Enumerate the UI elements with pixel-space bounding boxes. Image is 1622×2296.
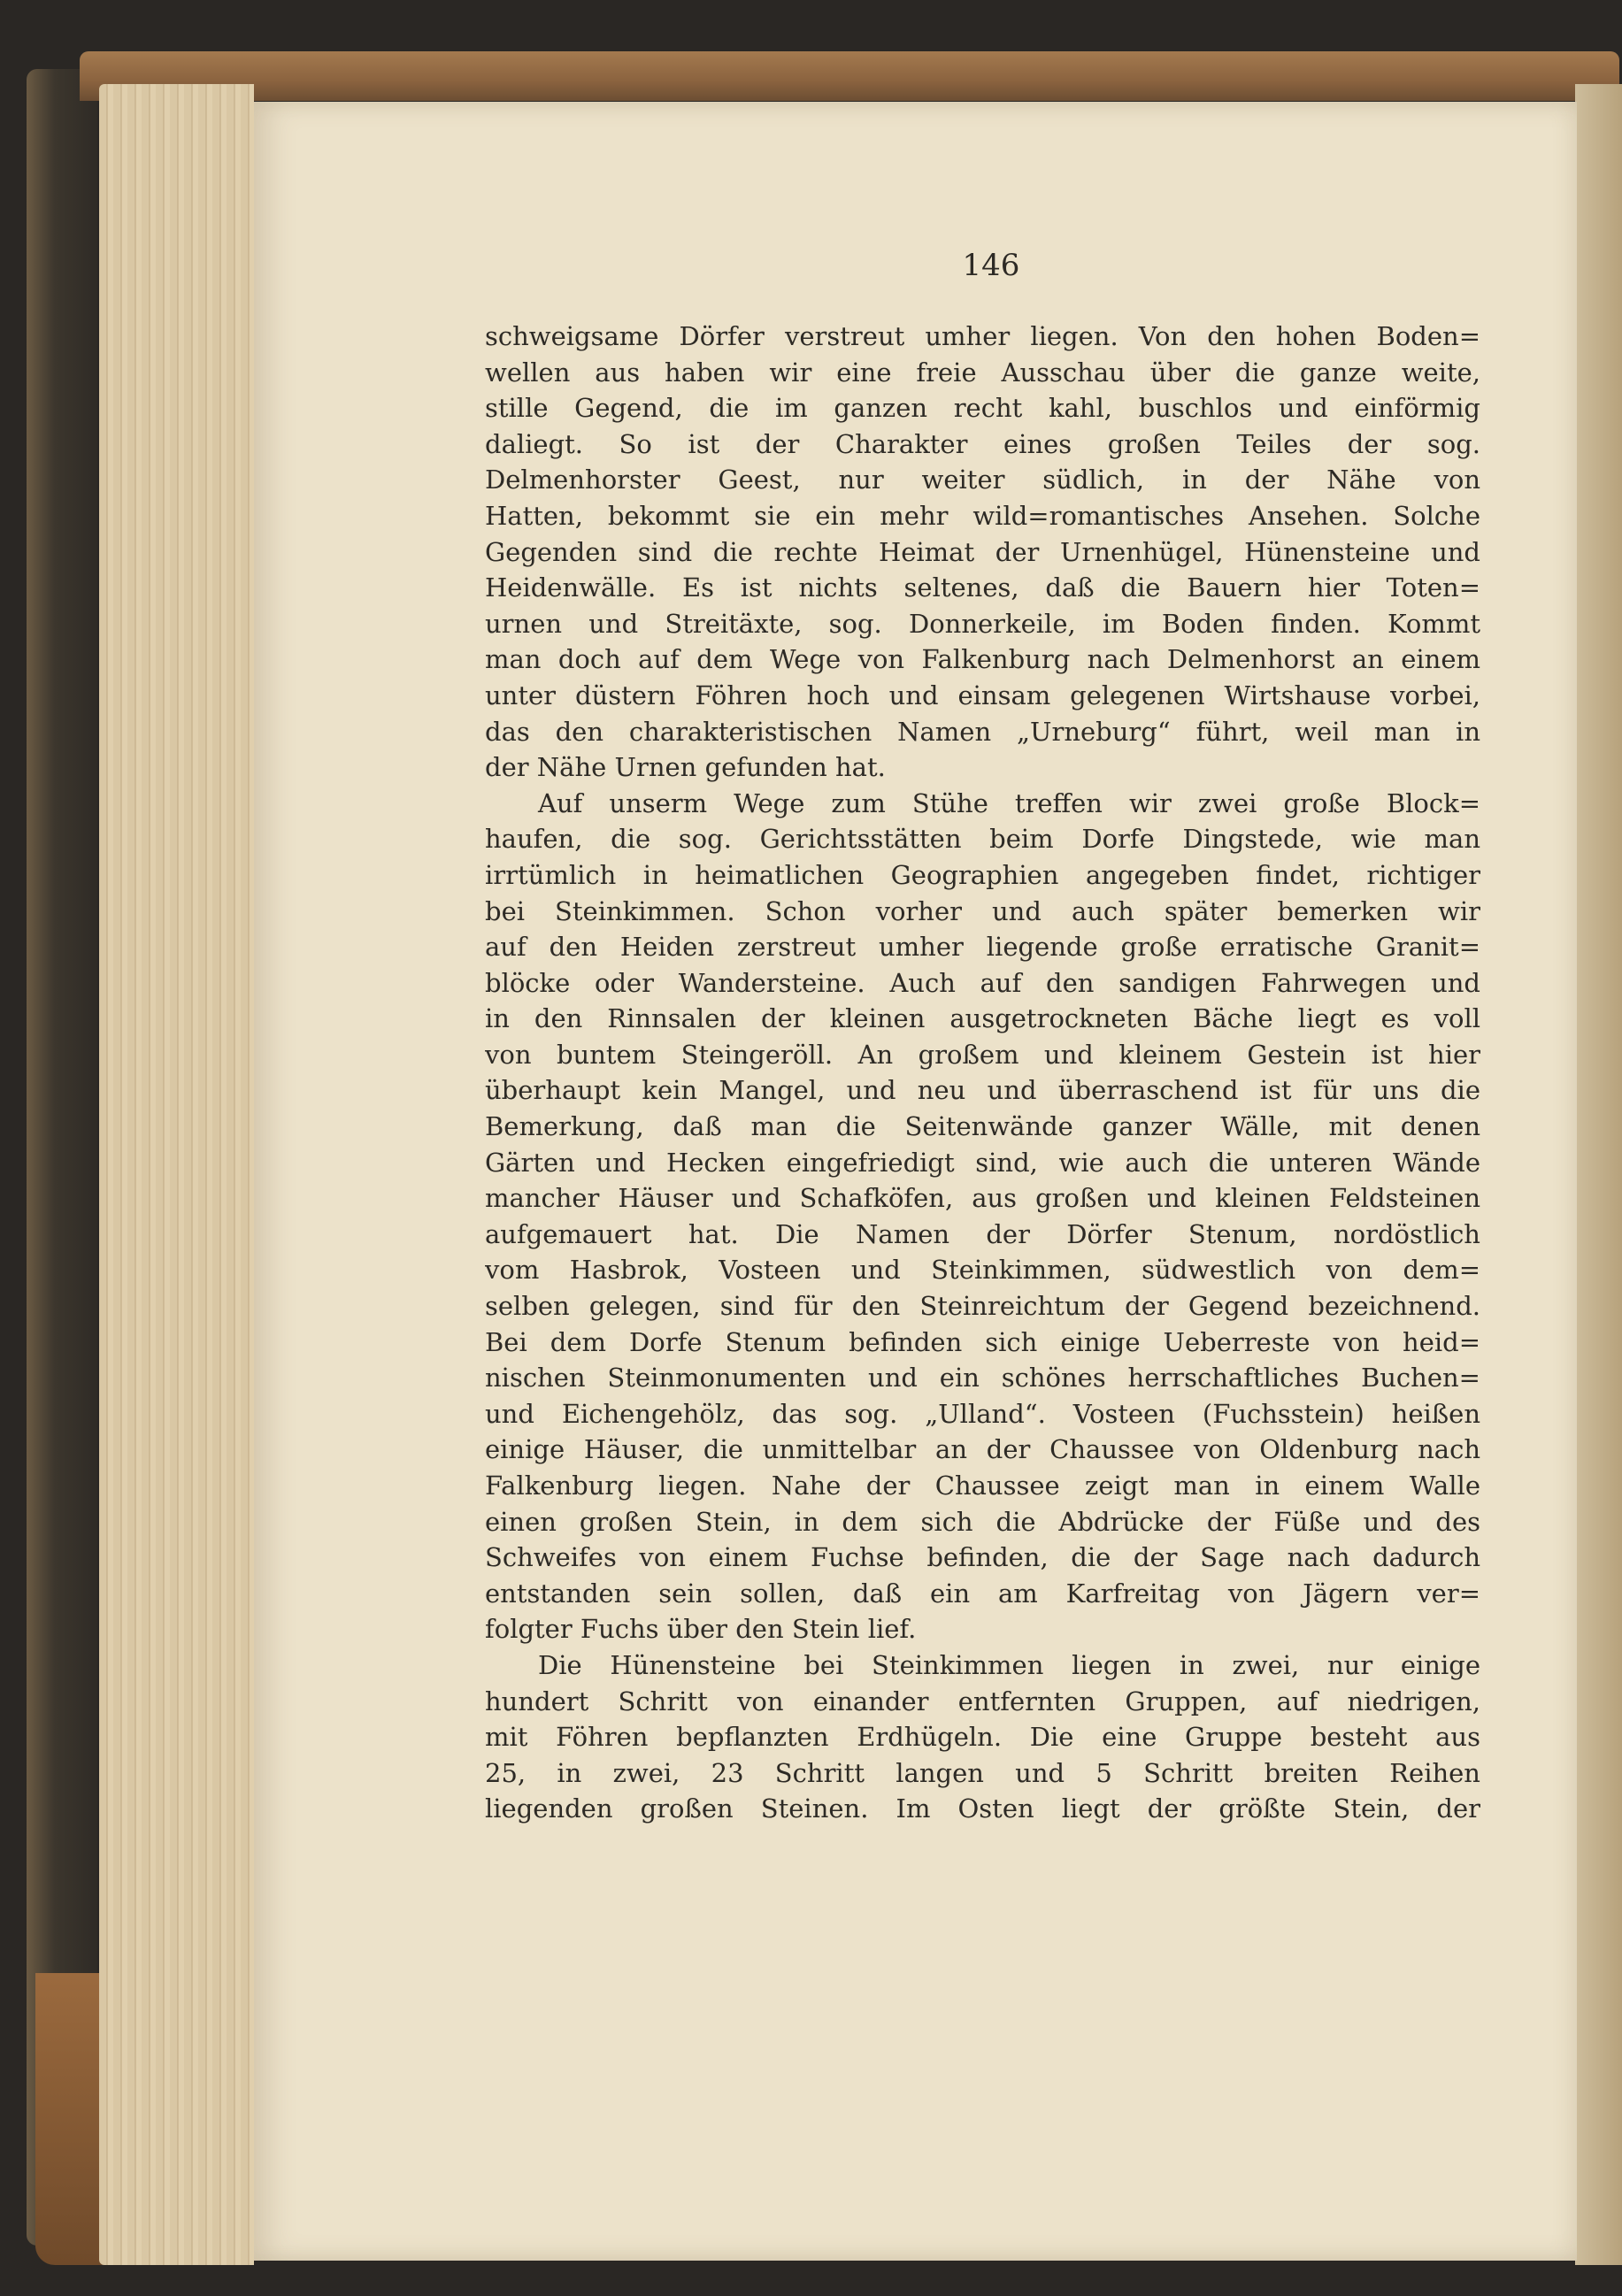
text-line: einen großen Stein, in dem sich die Abdrücke der Füße und des — [485, 1506, 1480, 1537]
text-line: haufen, die sog. Gerichtsstätten beim Dorfe Dingstede, wie man — [485, 824, 1480, 855]
text-line: Hatten, bekommt sie ein mehr wild=romantisches Ansehen. Solche — [485, 500, 1480, 531]
book-cover-top-edge — [80, 51, 1619, 101]
text-line: blöcke oder Wandersteine. Auch auf den sandigen Fahrwegen und — [485, 967, 1480, 998]
text-line: mancher Häuser und Schafköfen, aus großen und kleinen Feldsteinen — [485, 1183, 1480, 1214]
page-edges — [99, 84, 254, 2265]
text-line: Delmenhorster Geest, nur weiter südlich, in der Nähe von — [485, 465, 1480, 495]
text-line: der Nähe Urnen gefunden hat. — [485, 752, 886, 783]
text-line: Bei dem Dorfe Stenum befinden sich einige Ueberreste von heid= — [485, 1326, 1480, 1357]
text-line: entstanden sein sollen, daß ein am Karfreitag von Jägern ver= — [485, 1578, 1480, 1609]
text-line: Schweifes von einem Fuchse befinden, die der Sage nach dadurch — [485, 1542, 1480, 1573]
text-line: liegenden großen Steinen. Im Osten liegt der größte Stein, der — [485, 1793, 1480, 1824]
text-line: Gegenden sind die rechte Heimat der Urnenhügel, Hünensteine und — [485, 536, 1480, 567]
book-spine — [27, 69, 97, 2246]
text-line: schweigsame Dörfer verstreut umher liegen. Von den hohen Boden= — [485, 321, 1480, 351]
page-number: 146 — [962, 248, 1020, 283]
text-line: aufgemauert hat. Die Namen der Dörfer Stenum, nordöstlich — [485, 1218, 1480, 1249]
facing-page-edge — [1575, 84, 1622, 2265]
text-line: überhaupt kein Mangel, und neu und überraschend ist für uns die — [485, 1075, 1480, 1106]
text-line: hundert Schritt von einander entfernten Gruppen, auf niedrigen, — [485, 1686, 1480, 1716]
text-line: mit Föhren bepflanzten Erdhügeln. Die eine Gruppe besteht aus — [485, 1722, 1480, 1753]
text-line: irrtümlich in heimatlichen Geographien angegeben findet, richtiger — [485, 859, 1480, 890]
text-line: wellen aus haben wir eine freie Ausschau über die ganze weite, — [485, 357, 1480, 388]
text-line: Falkenburg liegen. Nahe der Chaussee zeigt man in einem Walle — [485, 1471, 1480, 1501]
text-line: 25, in zwei, 23 Schritt langen und 5 Schritt breiten Reihen — [485, 1757, 1480, 1788]
text-line: Auf unserm Wege zum Stühe treffen wir zwei große Block= — [538, 787, 1480, 818]
text-line: das den charakteristischen Namen „Urneburg“ führt, weil man in — [485, 716, 1480, 747]
text-line: stille Gegend, die im ganzen recht kahl, buschlos und einförmig — [485, 393, 1480, 424]
text-line: und Eichengehölz, das sog. „Ulland“. Vosteen (Fuchsstein) heißen — [485, 1398, 1480, 1429]
text-line: Gärten und Hecken eingefriedigt sind, wie auch die unteren Wände — [485, 1147, 1480, 1178]
text-line: nischen Steinmonumenten und ein schönes herrschaftliches Buchen= — [485, 1363, 1480, 1394]
text-line: folgter Fuchs über den Stein lief. — [485, 1614, 917, 1645]
body-text — [485, 319, 1480, 1827]
text-line: bei Steinkimmen. Schon vorher und auch später bemerken wir — [485, 895, 1480, 926]
text-line: daliegt. So ist der Charakter eines großen Teiles der sog. — [485, 428, 1480, 459]
text-line: Die Hünensteine bei Steinkimmen liegen in zwei, nur einige — [538, 1649, 1480, 1680]
text-line: in den Rinnsalen der kleinen ausgetrockneten Bäche liegt es voll — [485, 1003, 1480, 1034]
text-line: Heidenwälle. Es ist nichts seltenes, daß die Bauern hier Toten= — [485, 572, 1480, 603]
text-line: unter düstern Föhren hoch und einsam gelegenen Wirtshause vorbei, — [485, 680, 1480, 710]
text-line: selben gelegen, sind für den Steinreichtum der Gegend bezeichnend. — [485, 1291, 1480, 1322]
text-line: von buntem Steingeröll. An großem und kleinem Gestein ist hier — [485, 1039, 1480, 1070]
text-line: vom Hasbrok, Vosteen und Steinkimmen, südwestlich von dem= — [485, 1255, 1480, 1286]
text-line: man doch auf dem Wege von Falkenburg nach Delmenhorst an einem — [485, 644, 1480, 675]
text-line: auf den Heiden zerstreut umher liegende große erratische Granit= — [485, 932, 1480, 963]
text-line: urnen und Streitäxte, sog. Donnerkeile, im Boden finden. Kommt — [485, 608, 1480, 639]
text-line: einige Häuser, die unmittelbar an der Chaussee von Oldenburg nach — [485, 1434, 1480, 1465]
text-line: Bemerkung, daß man die Seitenwände ganzer Wälle, mit denen — [485, 1111, 1480, 1142]
